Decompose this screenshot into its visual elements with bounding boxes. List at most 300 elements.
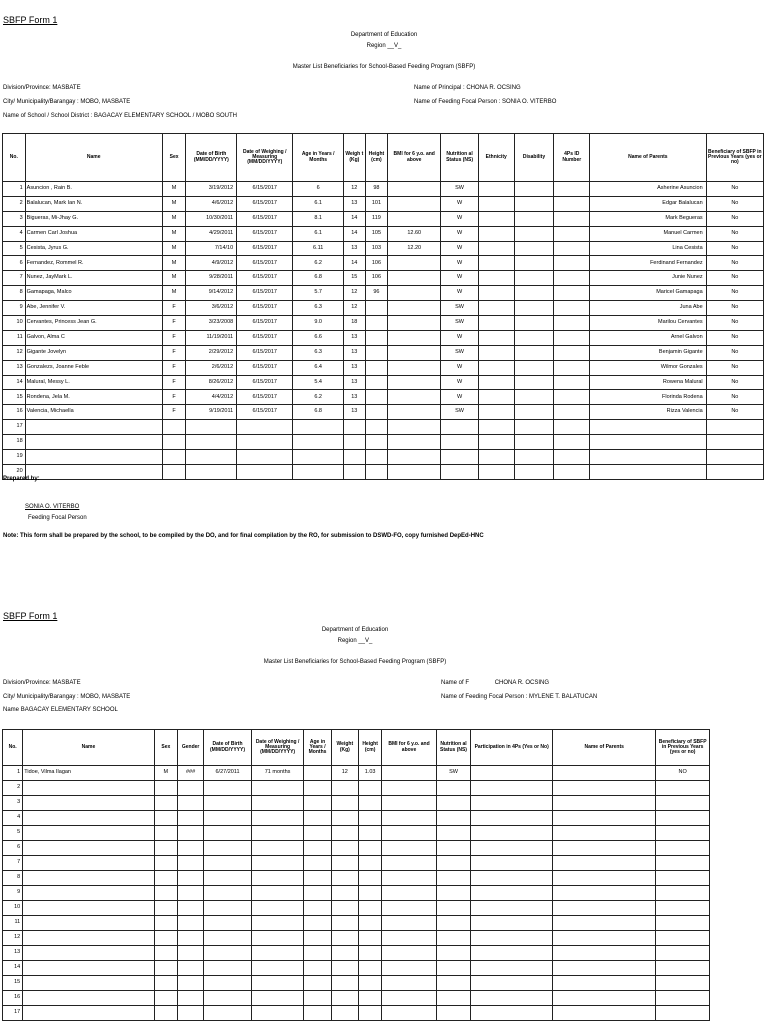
cell-no: 6 [3,841,23,856]
col-parents: Name of Parents [590,134,707,182]
cell-bmi [388,196,441,211]
cell-fourps [471,916,553,931]
cell-w: 14 [344,226,366,241]
cell-dow [251,916,304,931]
cell-name [25,435,162,450]
cell-ns [436,946,470,961]
cell-dis [514,464,554,479]
cell-sex [154,856,177,871]
cell-gender [177,841,203,856]
cell-w: 13 [344,375,366,390]
form1-city: City/ Municipality/Barangay : MOBO, MASBATE [3,99,131,105]
col2-dob: Date of Birth (MM/DD/YYYY) [204,730,252,766]
cell-dow: 6/15/2017 [237,375,293,390]
cell-bmi [388,330,441,345]
cell-h [365,316,388,331]
cell-sex: M [162,241,186,256]
cell-dob [204,991,252,1006]
cell-fourps [554,256,590,271]
cell-no: 4 [3,226,26,241]
cell-sex [154,796,177,811]
cell-ns [436,976,470,991]
cell-ns [436,871,470,886]
cell-w [331,1006,358,1021]
cell-no: 2 [3,781,23,796]
cell-bmi [388,360,441,375]
cell-sex [154,811,177,826]
cell-no: 7 [3,271,26,286]
cell-no: 13 [3,946,23,961]
cell-dow [251,931,304,946]
cell-sex: M [162,256,186,271]
col2-name: Name [23,730,154,766]
cell-ns [441,420,479,435]
cell-fourps [554,375,590,390]
cell-name [23,841,154,856]
cell-age [304,991,331,1006]
cell-h [358,856,381,871]
form2-principal-value: CHONA R. OCSING [494,680,550,686]
cell-dis [514,182,554,197]
cell-ns: W [441,330,479,345]
cell-name: Tidoe, Vilma Ilagan [23,766,154,781]
cell-sex [162,450,186,465]
cell-bmi [388,316,441,331]
cell-sex [154,781,177,796]
form1-title: SBFP Form 1 [3,15,58,25]
cell-bmi [388,450,441,465]
cell-no: 15 [3,390,26,405]
cell-sex [154,901,177,916]
cell-dob [204,1006,252,1021]
cell-ben [656,826,710,841]
cell-age [304,796,331,811]
signatory-role: Feeding Focal Person [28,515,87,521]
cell-gender [177,781,203,796]
cell-sex: F [162,316,186,331]
cell-ben: No [706,211,763,226]
cell-ben [656,991,710,1006]
table-row [3,796,710,811]
cell-w [331,841,358,856]
cell-no: 19 [3,450,26,465]
cell-bmi [382,1006,437,1021]
cell-eth [478,464,514,479]
cell-no: 1 [3,766,23,781]
cell-dob [204,916,252,931]
cell-sex: M [162,286,186,301]
cell-age: 6.3 [293,301,344,316]
cell-dis [514,345,554,360]
cell-name: Valencia, Michaella [25,405,162,420]
cell-sex: M [162,211,186,226]
cell-age: 8.1 [293,211,344,226]
cell-bmi [388,390,441,405]
cell-ben: No [706,375,763,390]
cell-no: 2 [3,196,26,211]
cell-w [331,886,358,901]
cell-gender [177,886,203,901]
cell-sex [154,916,177,931]
cell-dow [251,946,304,961]
cell-dob: 9/28/2011 [186,271,237,286]
cell-dow [251,871,304,886]
cell-bmi [382,796,437,811]
form2-focal-person: Name of Feeding Focal Person : MYLENE T. BALATUCAN [441,694,598,700]
cell-no: 12 [3,931,23,946]
cell-no: 16 [3,991,23,1006]
cell-no: 5 [3,241,26,256]
cell-age: 6 [293,182,344,197]
cell-ben: No [706,271,763,286]
cell-name: Gamapaga, Malco [25,286,162,301]
cell-dob [204,781,252,796]
cell-w [331,856,358,871]
cell-eth [478,316,514,331]
cell-ben [656,841,710,856]
cell-sex: F [162,405,186,420]
table-row [3,976,710,991]
cell-sex: F [162,301,186,316]
cell-no: 3 [3,796,23,811]
cell-ns [436,931,470,946]
cell-bmi [382,916,437,931]
table-row [3,316,764,331]
form2-region: Region __V_ [337,638,373,644]
cell-age [293,464,344,479]
cell-age [304,811,331,826]
cell-age: 6.2 [293,390,344,405]
cell-dow [251,991,304,1006]
cell-name [23,811,154,826]
cell-eth [478,450,514,465]
cell-parents: Mark Begueras [590,211,707,226]
cell-dow: 6/15/2017 [237,256,293,271]
table-row [3,886,710,901]
cell-w [331,916,358,931]
cell-name: Asuncion , Rain B. [25,182,162,197]
cell-age [304,931,331,946]
cell-age [304,781,331,796]
cell-ns [436,901,470,916]
cell-dob [204,901,252,916]
cell-age [304,901,331,916]
cell-no: 9 [3,886,23,901]
cell-dob [204,841,252,856]
form2-list-title: Master List Beneficiaries for School-Based Feeding Program (SBFP) [263,659,447,665]
cell-ns: W [441,390,479,405]
cell-ns [436,781,470,796]
cell-age: 5.7 [293,286,344,301]
cell-dis [514,390,554,405]
cell-ns: W [441,360,479,375]
cell-sex [154,1006,177,1021]
cell-h [365,390,388,405]
cell-dob [204,886,252,901]
cell-parents [553,946,656,961]
col2-age: Age in Years / Months [304,730,331,766]
cell-parents: Wilmor Gonzales [590,360,707,375]
cell-ns [436,991,470,1006]
cell-ben: No [706,330,763,345]
cell-eth [478,301,514,316]
cell-h [358,826,381,841]
cell-w: 12 [344,301,366,316]
cell-parents: Manuel Carmen [590,226,707,241]
cell-sex: F [162,345,186,360]
cell-gender: ### [177,766,203,781]
form1-region: Region __V_ [366,43,402,49]
cell-h [365,330,388,345]
cell-parents [553,766,656,781]
cell-ns [441,450,479,465]
cell-name [23,916,154,931]
cell-eth [478,271,514,286]
cell-no: 20 [3,464,26,479]
cell-parents [553,841,656,856]
cell-dow [237,420,293,435]
cell-age: 6.8 [293,271,344,286]
cell-no: 10 [3,901,23,916]
cell-fourps [554,182,590,197]
cell-fourps [554,464,590,479]
cell-dow [251,826,304,841]
cell-sex [154,946,177,961]
cell-parents [590,435,707,450]
table-row [3,961,710,976]
cell-ben [706,420,763,435]
cell-ns [436,961,470,976]
cell-parents: Lina Cesista [590,241,707,256]
cell-ns [441,464,479,479]
cell-dow [251,841,304,856]
cell-bmi [382,946,437,961]
col-weight: Weigh t (Kg) [344,134,366,182]
cell-no: 3 [3,211,26,226]
cell-parents [553,961,656,976]
cell-name [23,886,154,901]
table-row [3,435,764,450]
cell-dob [186,464,237,479]
cell-gender [177,946,203,961]
cell-dow: 6/15/2017 [237,286,293,301]
cell-w [344,450,366,465]
cell-ben [656,796,710,811]
form2-title: SBFP Form 1 [3,611,58,621]
cell-h [358,871,381,886]
cell-w: 14 [344,256,366,271]
cell-parents: Rizza Valencia [590,405,707,420]
cell-dob: 7/14/10 [186,241,237,256]
table-row [3,405,764,420]
cell-fourps [471,946,553,961]
table-row [3,916,710,931]
cell-w [331,811,358,826]
cell-w [331,931,358,946]
cell-parents [553,901,656,916]
cell-name [23,991,154,1006]
cell-bmi [382,766,437,781]
cell-dob: 2/29/2012 [186,345,237,360]
table-row [3,901,710,916]
cell-dow: 6/15/2017 [237,196,293,211]
cell-bmi [388,286,441,301]
cell-h: 1.03 [358,766,381,781]
cell-ben: No [706,390,763,405]
prepared-by-label: Prepared by: [3,476,40,482]
cell-name: Gigante Jovelyn [25,345,162,360]
cell-bmi [388,256,441,271]
cell-age: 6.1 [293,226,344,241]
cell-dob [204,796,252,811]
cell-age: 6.6 [293,330,344,345]
cell-ns [436,811,470,826]
cell-age [304,856,331,871]
cell-no: 14 [3,961,23,976]
cell-sex: M [162,271,186,286]
cell-h: 103 [365,241,388,256]
cell-name [23,976,154,991]
cell-h [365,405,388,420]
cell-dow [251,811,304,826]
cell-parents: Asherine Asuncion [590,182,707,197]
cell-eth [478,196,514,211]
col2-nutritional-status: Nutrition al Status (NS) [436,730,470,766]
cell-name [23,901,154,916]
cell-gender [177,931,203,946]
cell-ben: No [706,226,763,241]
cell-name: Fernandez, Rommel R. [25,256,162,271]
cell-ben [656,811,710,826]
cell-ben [656,901,710,916]
col2-bmi: BMI for 6 y.o. and above [382,730,437,766]
cell-bmi [382,976,437,991]
cell-h [358,811,381,826]
cell-w: 13 [344,196,366,211]
cell-h [365,464,388,479]
cell-dob: 3/19/2012 [186,182,237,197]
cell-fourps [471,961,553,976]
cell-w [331,871,358,886]
cell-name [23,796,154,811]
cell-fourps [471,766,553,781]
cell-name: Rondena, Jela M. [25,390,162,405]
cell-ben: No [706,196,763,211]
cell-name: Abe, Jennifer V. [25,301,162,316]
cell-sex [154,871,177,886]
table-row [3,271,764,286]
cell-gender [177,856,203,871]
cell-fourps [471,841,553,856]
cell-ns [436,841,470,856]
cell-gender [177,961,203,976]
cell-parents [590,450,707,465]
cell-sex [162,464,186,479]
table-row [3,871,710,886]
table-row [3,841,710,856]
cell-h [358,781,381,796]
col-sex: Sex [162,134,186,182]
cell-h [365,301,388,316]
cell-h [365,420,388,435]
cell-no: 9 [3,301,26,316]
cell-ben: No [706,345,763,360]
cell-w: 12 [344,182,366,197]
table-row [3,286,764,301]
cell-sex: F [162,360,186,375]
cell-bmi [382,901,437,916]
cell-fourps [554,330,590,345]
cell-name: Cervantes, Princess Jean G. [25,316,162,331]
cell-dob [204,871,252,886]
cell-no: 16 [3,405,26,420]
cell-h [358,931,381,946]
cell-gender [177,871,203,886]
cell-no: 17 [3,420,26,435]
cell-fourps [554,435,590,450]
cell-eth [478,435,514,450]
cell-dob: 3/23/2008 [186,316,237,331]
col2-sex: Sex [154,730,177,766]
cell-no: 1 [3,182,26,197]
cell-h [358,916,381,931]
cell-ben: No [706,360,763,375]
cell-dob [204,931,252,946]
cell-no: 10 [3,316,26,331]
cell-fourps [554,390,590,405]
form2-principal-label: Name of F [441,680,470,686]
col2-4ps: Participation in 4Ps (Yes or No) [471,730,553,766]
cell-ben: No [706,405,763,420]
cell-dob [204,946,252,961]
cell-h: 106 [365,256,388,271]
cell-sex [154,976,177,991]
cell-h [358,946,381,961]
cell-ns: W [441,211,479,226]
cell-age [293,435,344,450]
cell-h: 105 [365,226,388,241]
cell-name: Cesista, Jyrus G. [25,241,162,256]
cell-bmi [382,991,437,1006]
cell-ns [441,435,479,450]
table-row [3,390,764,405]
cell-dob [204,961,252,976]
form2-school-value: BAGACAY ELEMENTARY SCHOOL [20,707,118,713]
cell-gender [177,916,203,931]
cell-bmi [382,826,437,841]
cell-w [331,976,358,991]
table-row [3,420,764,435]
col2-beneficiary: Beneficiary of SBFP in Previous Years (yes or no) [656,730,710,766]
cell-h [358,901,381,916]
cell-dis [514,420,554,435]
cell-ns: SW [441,316,479,331]
cell-bmi [388,375,441,390]
cell-ns: SW [441,345,479,360]
col-date-weighing: Date of Weighing / Measuring (MM/DD/YYYY) [237,134,293,182]
cell-h [365,345,388,360]
col2-date-weighing: Date of Weighing / Measuring (MM/DD/YYYY) [251,730,304,766]
cell-name [23,781,154,796]
cell-ns: W [441,226,479,241]
cell-dob: 11/19/2011 [186,330,237,345]
cell-age [304,916,331,931]
cell-eth [478,360,514,375]
cell-age: 6.1 [293,196,344,211]
cell-h [365,435,388,450]
col-nutritional-status: Nutrition al Status (NS) [441,134,479,182]
cell-sex [154,991,177,1006]
